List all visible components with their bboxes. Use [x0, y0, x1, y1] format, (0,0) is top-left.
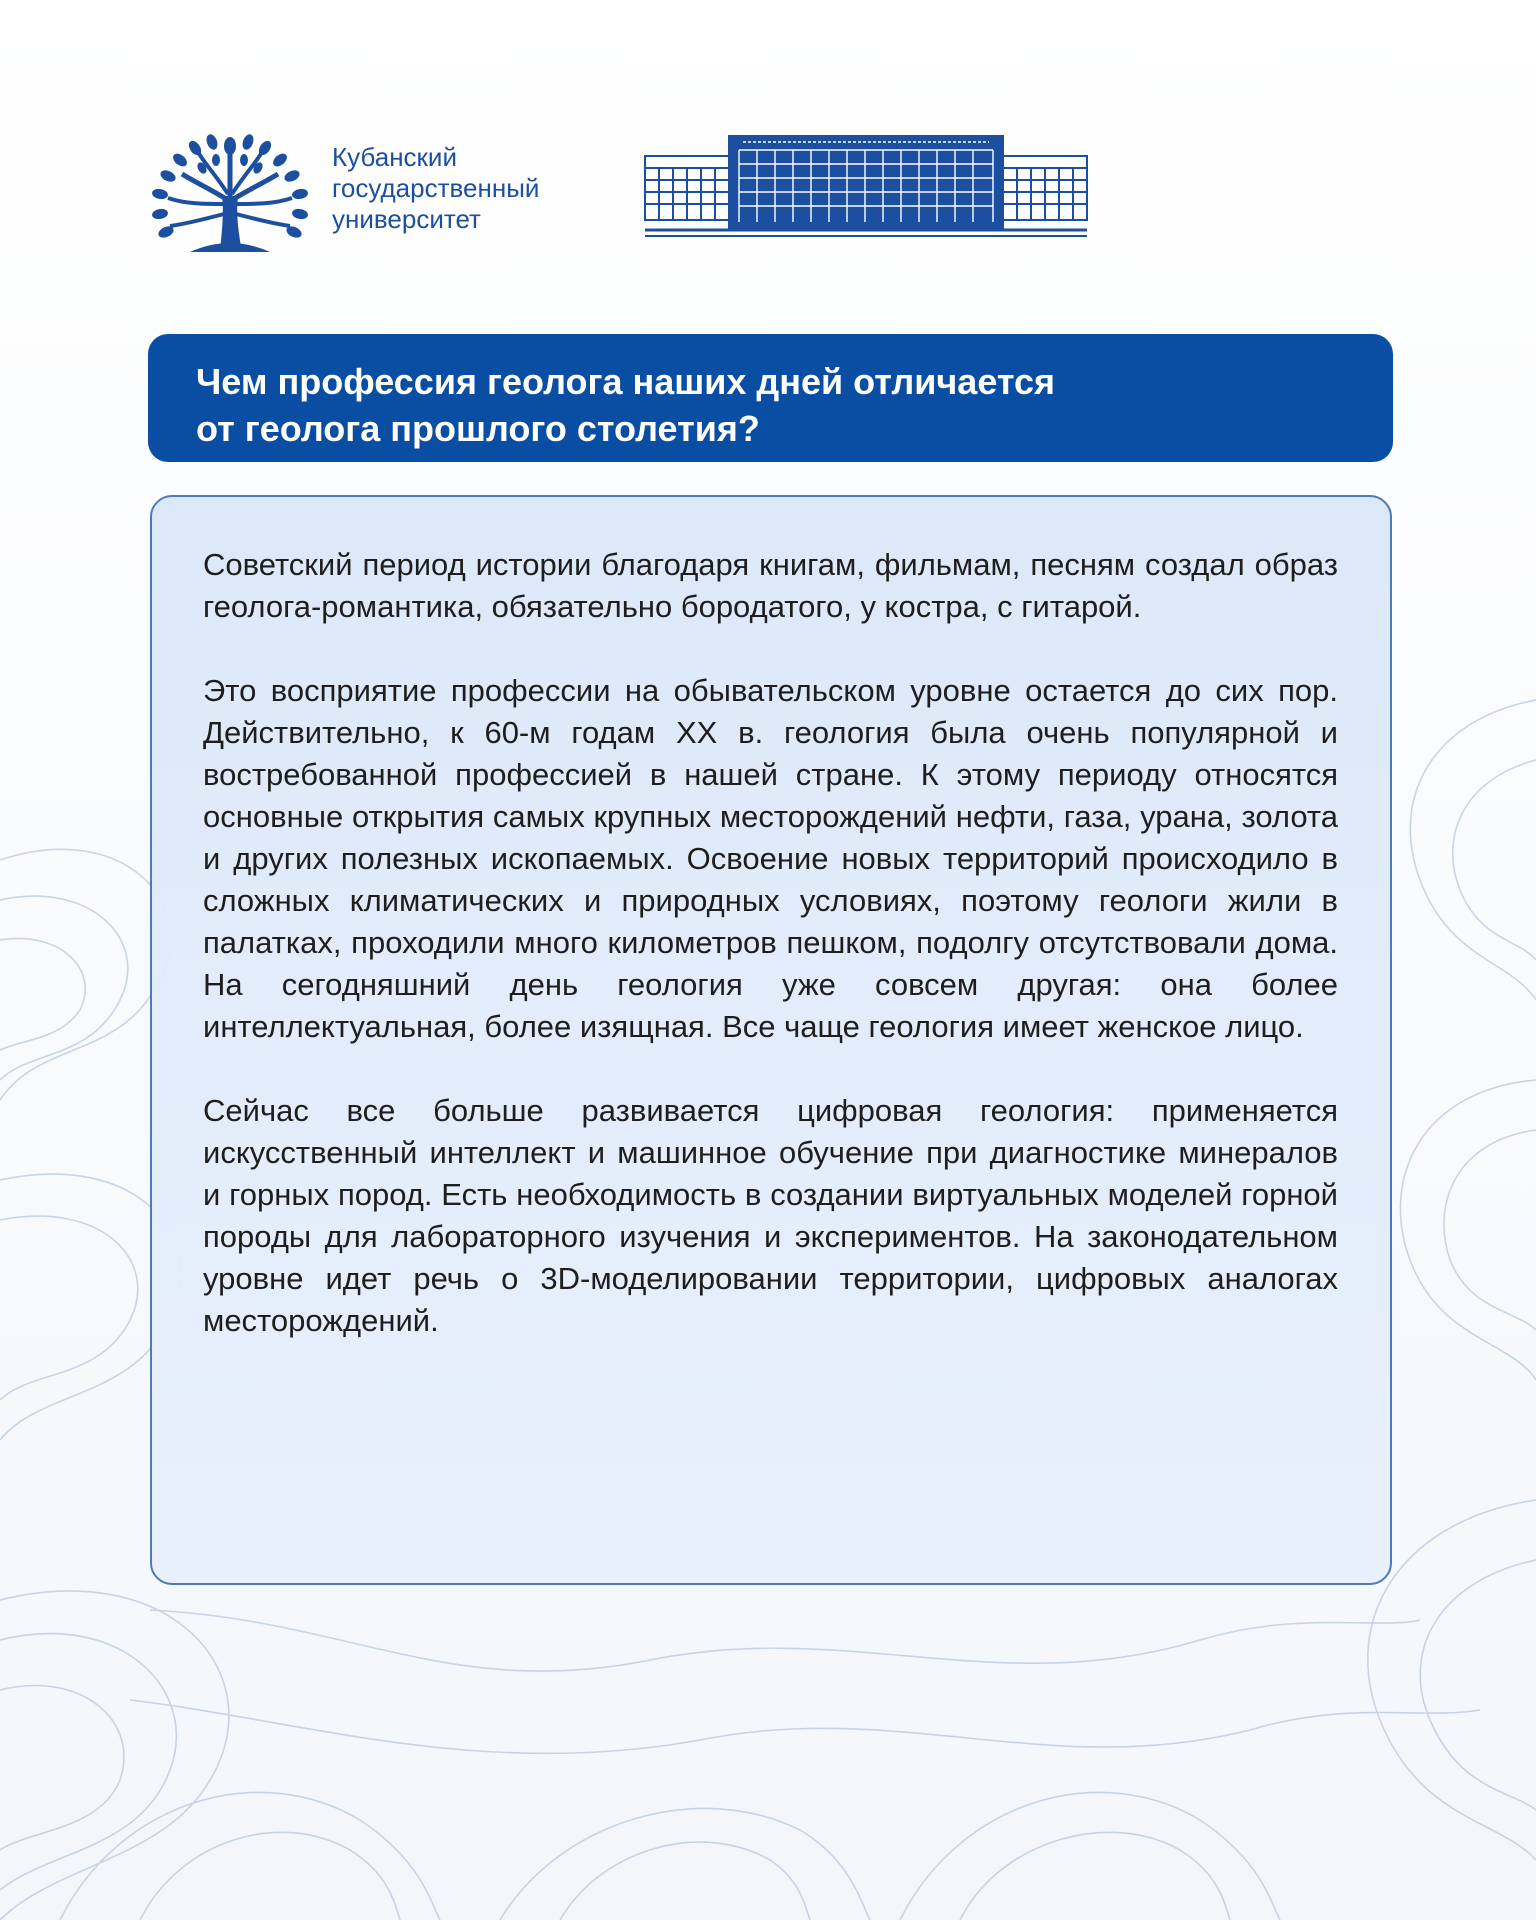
university-name	[332, 142, 592, 235]
university-name-line-1: Кубанский	[332, 142, 457, 172]
university-logo	[150, 134, 580, 254]
university-name-line-2: государственный	[332, 173, 540, 203]
tree-emblem-icon	[150, 134, 310, 254]
page-title-line-1: Чем профессия геолога наших дней отличается	[196, 361, 1056, 402]
university-building-icon	[643, 134, 1089, 240]
content-card	[150, 495, 1392, 1585]
paragraph-3: Сейчас все больше развивается цифровая геология: применяется искусственный интеллект и машинное обучение при диагностике минералов и горных пород. Есть необходимость в создании виртуальных моделей горной породы для лабораторного изучения и экспериментов. На законодательном уровне идет речь о 3D-моделировании территории, цифровых аналогах месторождений.	[203, 1093, 1338, 1338]
paragraph-2: Это восприятие профессии на обывательском уровне остается до сих пор. Действительно, к 60-м годам XX в. геология была очень популярной и востребованной профессией в нашей стране. К этому периоду относятся основные открытия самых крупных месторождений нефти, газа, урана, золота и других полезных ископаемых. Освоение новых территорий происходило в сложных климатических и природных условиях, поэтому геологи жили в палатках, проходили много километров пешком, подолгу отсутствовали дома. На сегодняшний день геология уже совсем другая: она более интеллектуальная, более изящная. Все чаще геология имеет женское лицо.	[203, 673, 1338, 1044]
university-name-line-3: университет	[332, 204, 481, 234]
page-title-line-2: от геолога прошлого столетия?	[196, 408, 760, 449]
page-title	[148, 334, 1393, 462]
paragraph-1: Советский период истории благодаря книгам, фильмам, песням создал образ геолога-романтика, обязательно бородатого, у костра, с гитарой.	[203, 547, 1338, 624]
